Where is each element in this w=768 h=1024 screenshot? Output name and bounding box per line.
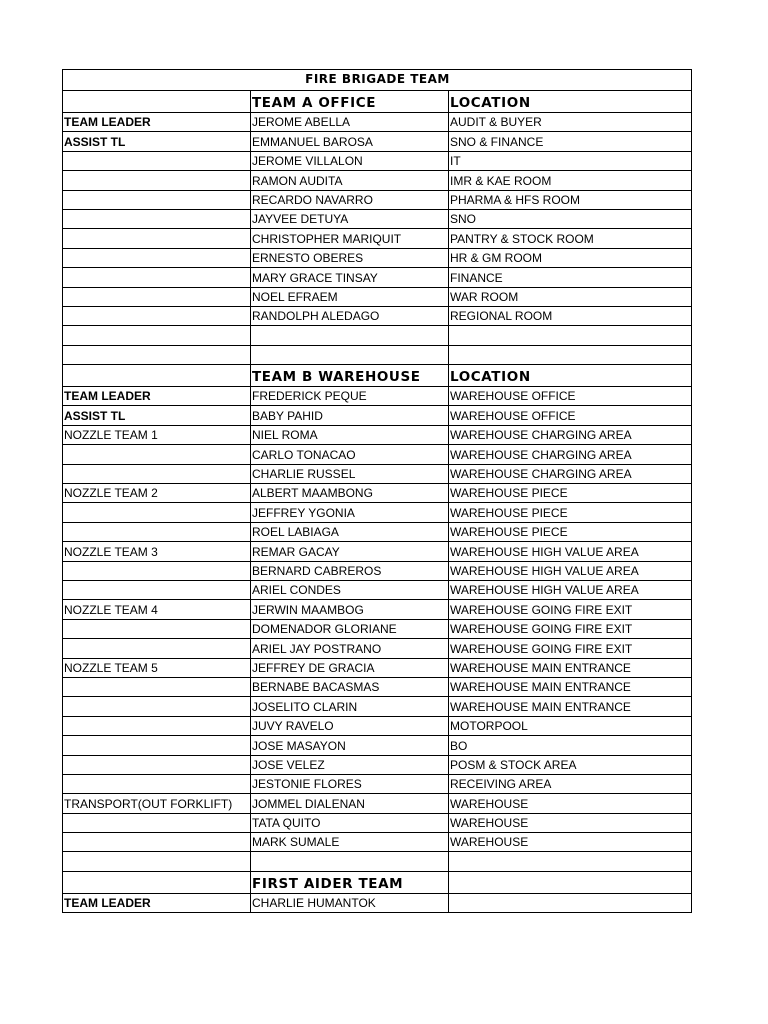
name-cell[interactable]: MARK SUMALE xyxy=(251,833,449,852)
role-cell[interactable]: TEAM LEADER xyxy=(63,893,251,912)
section-header-row xyxy=(63,365,692,387)
role-cell[interactable]: NOZZLE TEAM 1 xyxy=(63,425,251,444)
role-cell[interactable] xyxy=(63,268,251,287)
role-cell[interactable]: TRANSPORT(OUT FORKLIFT) xyxy=(63,794,251,813)
name-cell[interactable]: ERNESTO OBERES xyxy=(251,248,449,267)
role-cell[interactable] xyxy=(63,755,251,774)
name-cell[interactable]: NIEL ROMA xyxy=(251,425,449,444)
location-cell[interactable]: WAREHOUSE xyxy=(449,813,692,832)
table-row xyxy=(63,639,692,658)
table-row xyxy=(63,248,692,267)
location-cell[interactable]: WAREHOUSE PIECE xyxy=(449,522,692,541)
name-cell[interactable]: JESTONIE FLORES xyxy=(251,774,449,793)
name-cell[interactable]: JOMMEL DIALENAN xyxy=(251,794,449,813)
name-cell[interactable]: JEFFREY DE GRACIA xyxy=(251,658,449,677)
location-cell[interactable]: WAREHOUSE xyxy=(449,833,692,852)
role-cell[interactable] xyxy=(63,345,251,364)
table-row xyxy=(63,893,692,912)
table-row xyxy=(63,406,692,425)
role-cell[interactable] xyxy=(63,697,251,716)
table-row xyxy=(63,209,692,228)
location-cell[interactable]: PANTRY & STOCK ROOM xyxy=(449,229,692,248)
location-cell[interactable]: WAREHOUSE HIGH VALUE AREA xyxy=(449,580,692,599)
location-cell[interactable]: WAREHOUSE PIECE xyxy=(449,484,692,503)
section-header-row xyxy=(63,871,692,893)
table-row xyxy=(63,677,692,696)
table-row xyxy=(63,619,692,638)
table-body xyxy=(63,70,692,913)
name-cell[interactable]: MARY GRACE TINSAY xyxy=(251,268,449,287)
location-cell[interactable]: SNO xyxy=(449,209,692,228)
sheet-title-cell[interactable] xyxy=(63,70,692,91)
sheet-title: FIRE BRIGADE TEAM xyxy=(305,72,450,86)
role-cell[interactable] xyxy=(63,209,251,228)
table-row xyxy=(63,522,692,541)
table-row xyxy=(63,600,692,619)
role-cell[interactable] xyxy=(63,833,251,852)
role-cell[interactable]: NOZZLE TEAM 3 xyxy=(63,542,251,561)
location-cell[interactable]: WAREHOUSE xyxy=(449,794,692,813)
role-cell[interactable]: ASSIST TL xyxy=(63,132,251,151)
location-cell[interactable]: WAREHOUSE CHARGING AREA xyxy=(449,445,692,464)
table-row xyxy=(63,580,692,599)
role-cell[interactable]: ASSIST TL xyxy=(63,406,251,425)
section-header-location-cell[interactable]: LOCATION xyxy=(449,365,692,387)
table-row xyxy=(63,151,692,170)
name-cell[interactable]: JEROME ABELLA xyxy=(251,113,449,132)
name-cell[interactable]: REMAR GACAY xyxy=(251,542,449,561)
location-cell[interactable]: WAREHOUSE HIGH VALUE AREA xyxy=(449,561,692,580)
section-header-location-cell[interactable] xyxy=(449,871,692,893)
table-row xyxy=(63,326,692,345)
role-cell[interactable] xyxy=(63,287,251,306)
role-cell[interactable]: NOZZLE TEAM 5 xyxy=(63,658,251,677)
name-cell[interactable] xyxy=(251,326,449,345)
location-cell[interactable]: IMR & KAE ROOM xyxy=(449,171,692,190)
name-cell[interactable]: TATA QUITO xyxy=(251,813,449,832)
section-header-team-cell[interactable]: FIRST AIDER TEAM xyxy=(251,871,449,893)
role-cell[interactable] xyxy=(63,151,251,170)
role-cell[interactable] xyxy=(63,229,251,248)
table-row xyxy=(63,464,692,483)
name-cell[interactable]: RECARDO NAVARRO xyxy=(251,190,449,209)
table-row xyxy=(63,697,692,716)
table-row xyxy=(63,542,692,561)
location-cell[interactable] xyxy=(449,852,692,871)
name-cell[interactable]: RANDOLPH ALEDAGO xyxy=(251,306,449,325)
location-cell[interactable]: SNO & FINANCE xyxy=(449,132,692,151)
role-cell[interactable]: NOZZLE TEAM 4 xyxy=(63,600,251,619)
table-row xyxy=(63,306,692,325)
location-cell[interactable]: RECEIVING AREA xyxy=(449,774,692,793)
location-cell[interactable]: WAREHOUSE CHARGING AREA xyxy=(449,425,692,444)
title-row xyxy=(63,70,692,91)
name-cell[interactable]: JAYVEE DETUYA xyxy=(251,209,449,228)
table-row xyxy=(63,852,692,871)
role-cell[interactable] xyxy=(63,445,251,464)
name-cell[interactable]: RAMON AUDITA xyxy=(251,171,449,190)
name-cell[interactable]: ALBERT MAAMBONG xyxy=(251,484,449,503)
location-cell[interactable]: AUDIT & BUYER xyxy=(449,113,692,132)
name-cell[interactable]: JEFFREY YGONIA xyxy=(251,503,449,522)
location-cell[interactable]: WAREHOUSE GOING FIRE EXIT xyxy=(449,639,692,658)
name-cell[interactable]: JOSE VELEZ xyxy=(251,755,449,774)
role-cell[interactable] xyxy=(63,326,251,345)
role-cell[interactable] xyxy=(63,619,251,638)
name-cell[interactable]: CARLO TONACAO xyxy=(251,445,449,464)
location-cell[interactable] xyxy=(449,893,692,912)
table-row xyxy=(63,345,692,364)
role-cell[interactable] xyxy=(63,248,251,267)
location-cell[interactable]: WAREHOUSE MAIN ENTRANCE xyxy=(449,677,692,696)
name-cell[interactable]: ROEL LABIAGA xyxy=(251,522,449,541)
name-cell[interactable]: DOMENADOR GLORIANE xyxy=(251,619,449,638)
name-cell[interactable]: ARIEL CONDES xyxy=(251,580,449,599)
name-cell[interactable]: EMMANUEL BAROSA xyxy=(251,132,449,151)
fire-brigade-table xyxy=(62,69,692,913)
location-cell[interactable]: PHARMA & HFS ROOM xyxy=(449,190,692,209)
role-cell[interactable]: TEAM LEADER xyxy=(63,113,251,132)
role-cell[interactable] xyxy=(63,190,251,209)
name-cell[interactable]: CHARLIE HUMANTOK xyxy=(251,893,449,912)
table-row xyxy=(63,774,692,793)
role-cell[interactable] xyxy=(63,774,251,793)
location-cell[interactable]: FINANCE xyxy=(449,268,692,287)
role-cell[interactable]: TEAM LEADER xyxy=(63,387,251,406)
table-row xyxy=(63,132,692,151)
location-cell[interactable]: POSM & STOCK AREA xyxy=(449,755,692,774)
role-cell[interactable] xyxy=(63,171,251,190)
role-cell[interactable] xyxy=(63,677,251,696)
table-row xyxy=(63,755,692,774)
table-row xyxy=(63,833,692,852)
section-header-team-cell[interactable]: TEAM B WAREHOUSE xyxy=(251,365,449,387)
role-cell[interactable] xyxy=(63,639,251,658)
location-cell[interactable]: WAREHOUSE OFFICE xyxy=(449,406,692,425)
location-cell[interactable]: WAREHOUSE CHARGING AREA xyxy=(449,464,692,483)
name-cell[interactable]: NOEL EFRAEM xyxy=(251,287,449,306)
location-cell[interactable]: WAREHOUSE GOING FIRE EXIT xyxy=(449,600,692,619)
table-row xyxy=(63,503,692,522)
table-row xyxy=(63,171,692,190)
name-cell[interactable]: BERNABE BACASMAS xyxy=(251,677,449,696)
table-row xyxy=(63,229,692,248)
location-cell[interactable]: WAREHOUSE MAIN ENTRANCE xyxy=(449,697,692,716)
name-cell[interactable]: ARIEL JAY POSTRANO xyxy=(251,639,449,658)
location-cell[interactable]: WAREHOUSE GOING FIRE EXIT xyxy=(449,619,692,638)
name-cell[interactable]: JEROME VILLALON xyxy=(251,151,449,170)
name-cell[interactable]: JUVY RAVELO xyxy=(251,716,449,735)
name-cell[interactable]: FREDERICK PEQUE xyxy=(251,387,449,406)
role-cell[interactable] xyxy=(63,736,251,755)
name-cell[interactable] xyxy=(251,852,449,871)
name-cell[interactable] xyxy=(251,345,449,364)
name-cell[interactable]: JOSELITO CLARIN xyxy=(251,697,449,716)
table-row xyxy=(63,561,692,580)
table-row xyxy=(63,736,692,755)
name-cell[interactable]: JOSE MASAYON xyxy=(251,736,449,755)
table-row xyxy=(63,425,692,444)
name-cell[interactable]: BERNARD CABREROS xyxy=(251,561,449,580)
location-cell[interactable]: WAREHOUSE OFFICE xyxy=(449,387,692,406)
role-cell[interactable] xyxy=(63,561,251,580)
role-cell[interactable] xyxy=(63,464,251,483)
table-row xyxy=(63,658,692,677)
table-row xyxy=(63,445,692,464)
section-header-location-cell[interactable]: LOCATION xyxy=(449,91,692,113)
role-cell[interactable] xyxy=(63,306,251,325)
role-cell[interactable]: NOZZLE TEAM 2 xyxy=(63,484,251,503)
name-cell[interactable]: CHARLIE RUSSEL xyxy=(251,464,449,483)
section-header-role-cell[interactable] xyxy=(63,365,251,387)
role-cell[interactable] xyxy=(63,852,251,871)
location-cell[interactable] xyxy=(449,326,692,345)
location-cell[interactable]: WAR ROOM xyxy=(449,287,692,306)
table-row xyxy=(63,484,692,503)
name-cell[interactable]: CHRISTOPHER MARIQUIT xyxy=(251,229,449,248)
table-row xyxy=(63,716,692,735)
role-cell[interactable] xyxy=(63,813,251,832)
name-cell[interactable]: JERWIN MAAMBOG xyxy=(251,600,449,619)
role-cell[interactable] xyxy=(63,716,251,735)
table-row xyxy=(63,387,692,406)
location-cell[interactable]: WAREHOUSE PIECE xyxy=(449,503,692,522)
name-cell[interactable]: BABY PAHID xyxy=(251,406,449,425)
role-cell[interactable] xyxy=(63,522,251,541)
section-header-role-cell[interactable] xyxy=(63,91,251,113)
table-row xyxy=(63,268,692,287)
table-row xyxy=(63,113,692,132)
location-cell[interactable]: BO xyxy=(449,736,692,755)
section-header-team-cell[interactable]: TEAM A OFFICE xyxy=(251,91,449,113)
section-header-row xyxy=(63,91,692,113)
location-cell[interactable] xyxy=(449,345,692,364)
location-cell[interactable]: WAREHOUSE HIGH VALUE AREA xyxy=(449,542,692,561)
table-row xyxy=(63,190,692,209)
location-cell[interactable]: HR & GM ROOM xyxy=(449,248,692,267)
role-cell[interactable] xyxy=(63,580,251,599)
table-row xyxy=(63,794,692,813)
location-cell[interactable]: MOTORPOOL xyxy=(449,716,692,735)
location-cell[interactable]: WAREHOUSE MAIN ENTRANCE xyxy=(449,658,692,677)
location-cell[interactable]: IT xyxy=(449,151,692,170)
table-row xyxy=(63,287,692,306)
section-header-role-cell[interactable] xyxy=(63,871,251,893)
location-cell[interactable]: REGIONAL ROOM xyxy=(449,306,692,325)
role-cell[interactable] xyxy=(63,503,251,522)
table-row xyxy=(63,813,692,832)
